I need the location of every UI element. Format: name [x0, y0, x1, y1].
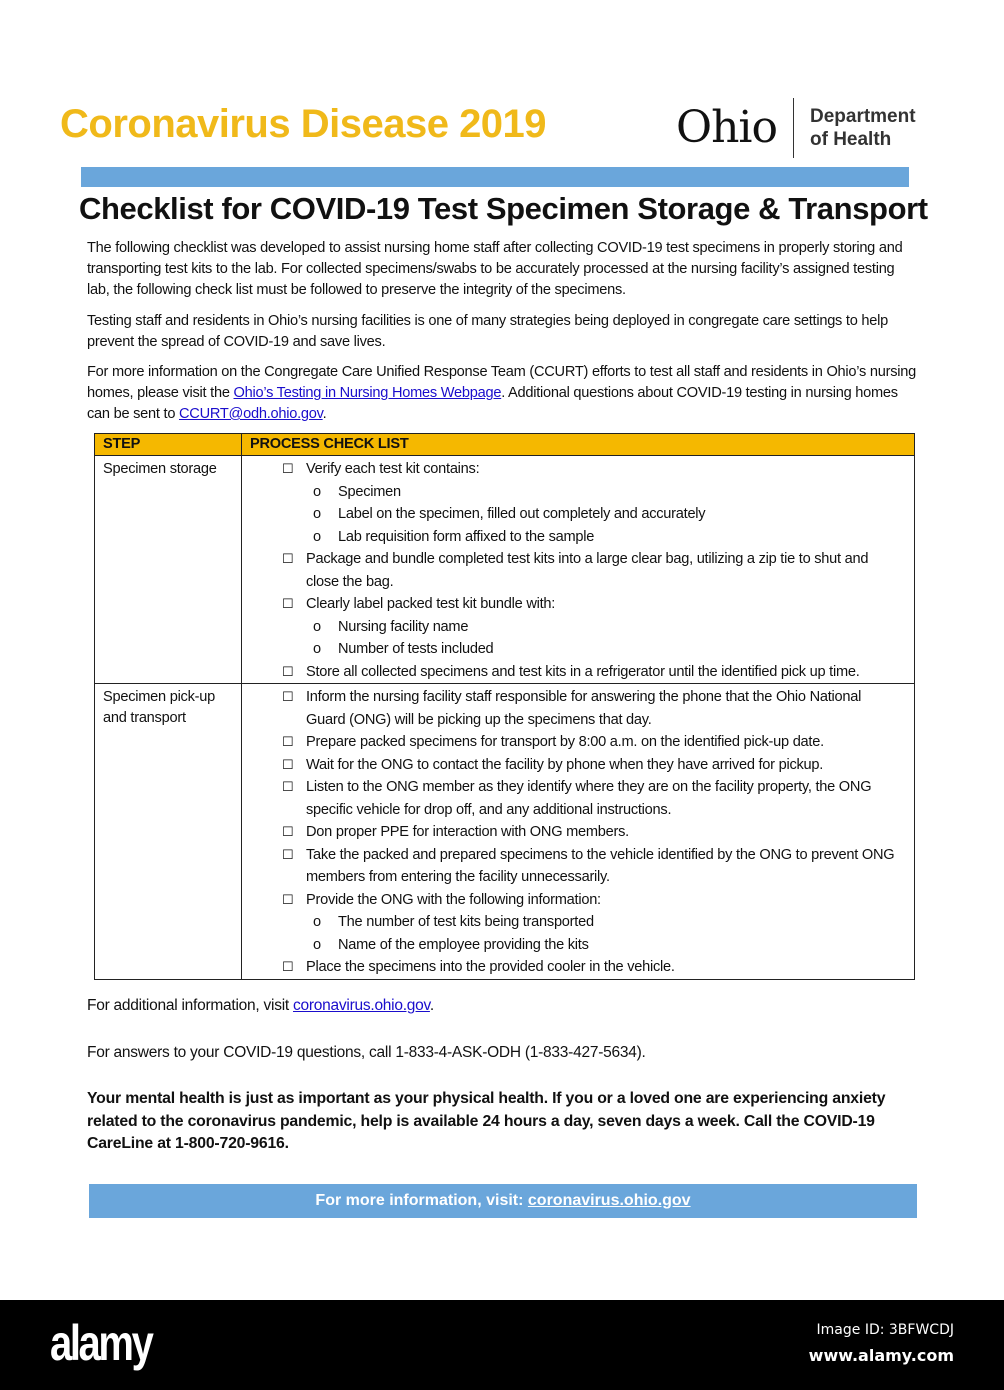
checkbox-icon[interactable]: ☐	[282, 461, 294, 476]
sub-item	[282, 934, 904, 957]
checkbox-icon[interactable]: ☐	[282, 663, 294, 679]
logo-dept-line1: Department	[809, 106, 916, 127]
item-text: Clearly label packed test kit bundle with:	[306, 596, 556, 612]
testing-webpage-link[interactable]: Ohio’s Testing in Nursing Homes Webpage	[233, 385, 502, 401]
p3-text-c: .	[322, 406, 327, 422]
sub-item-text: Specimen	[338, 483, 401, 500]
sub-item	[282, 503, 904, 526]
bullet-icon: o	[313, 618, 321, 635]
item-text: Package and bundle completed test kits into a large clear bag, utilizing a zip tie to shut and close the bag.	[306, 551, 869, 590]
phone-info: For answers to your COVID-19 questions, call 1-833-4-ASK-ODH (1-833-427-5634).	[87, 1044, 646, 1061]
additional-info	[87, 997, 434, 1015]
checklist-item	[282, 844, 904, 889]
sub-item	[282, 616, 904, 639]
logo-dept-line2: of Health	[809, 129, 892, 150]
p3-text-a: For more information on the Congregate Care Unified Response Team (CCURT) efforts to test all staff and residents in Ohio’s nursing homes, please visit the	[87, 364, 916, 401]
item-text: Provide the ONG with the following information:	[306, 891, 601, 908]
sub-item-text: Label on the specimen, filled out completely and accurately	[338, 506, 706, 522]
checklist-item	[282, 754, 904, 777]
item-text: Take the packed and prepared specimens to the vehicle identified by the ONG to prevent ONG members from entering the facility unnecessarily.	[306, 846, 895, 885]
checklist-item	[282, 686, 904, 731]
checklist-item	[282, 593, 904, 616]
checklist-cell	[242, 684, 915, 980]
checkbox-icon[interactable]: ☐	[282, 734, 294, 749]
table-row	[95, 684, 915, 980]
header-title: Coronavirus Disease 2019	[60, 102, 547, 146]
sub-item	[282, 638, 904, 661]
intro-paragraph-2: Testing staff and residents in Ohio’s nursing facilities is one of many strategies being deployed in congregate care settings to help prevent the spread of COVID-19 and save lives.	[87, 313, 888, 350]
banner-link[interactable]: coronavirus.ohio.gov	[527, 1192, 691, 1209]
intro-paragraph-1: The following checklist was developed to assist nursing home staff after collecting COVID-19 test specimens in properly storing and transporting test kits to the lab. For collected specimens/swabs to be accurately processed at the nursing facility’s assigned testing lab, the following check list must be followed to preserve the integrity of the specimens.	[87, 240, 903, 298]
item-text: Verify each test kit contains:	[306, 461, 480, 477]
logo-dept	[810, 105, 916, 151]
checklist-item	[282, 661, 904, 684]
bullet-icon: o	[313, 506, 321, 522]
document-title: Checklist for COVID-19 Test Specimen Storage & Transport	[79, 191, 928, 226]
checkbox-icon[interactable]: ☐	[282, 596, 294, 611]
alamy-url: www.alamy.com	[808, 1346, 954, 1365]
checkbox-icon[interactable]: ☐	[282, 689, 294, 704]
logo-ohio: Ohio	[676, 102, 777, 153]
addl-period: .	[429, 997, 434, 1014]
sub-item	[282, 526, 904, 549]
item-text: Wait for the ONG to contact the facility by phone when they have arrived for pickup.	[306, 756, 824, 773]
item-text: Place the specimens into the provided cooler in the vehicle.	[306, 959, 675, 975]
checkbox-icon[interactable]: ☐	[282, 756, 294, 772]
header-process: PROCESS CHECK LIST	[242, 434, 915, 456]
checkbox-icon[interactable]: ☐	[282, 551, 294, 566]
mental-health-notice: Your mental health is just as important as your physical health. If you or a loved one are experiencing anxiety related to the coronavirus pandemic, help is available 24 hours a day, seven days a week. Call the COVID-19 CareLine at 1-800-720-9616.	[87, 1090, 886, 1152]
checklist-item	[282, 458, 904, 481]
banner-text: For more information, visit:	[315, 1192, 528, 1209]
item-text: Store all collected specimens and test kits in a refrigerator until the identified pick up time.	[306, 663, 860, 680]
watermark-bar	[0, 1300, 1004, 1390]
header-step: STEP	[95, 434, 242, 456]
sub-item-text: Nursing facility name	[338, 618, 469, 635]
logo-divider	[793, 98, 794, 158]
image-id: Image ID: 3BFWCDJ	[816, 1322, 954, 1338]
table-row	[95, 456, 915, 684]
header-bar	[81, 167, 909, 187]
item-text: Listen to the ONG member as they identify where they are on the facility property, the ONG specific vehicle for drop off, and any additional instructions.	[306, 779, 872, 818]
checkbox-icon[interactable]: ☐	[282, 959, 294, 974]
bullet-icon: o	[313, 528, 321, 545]
item-text: Don proper PPE for interaction with ONG members.	[306, 824, 629, 840]
ccurt-email-link[interactable]: CCURT@odh.ohio.gov	[179, 406, 323, 422]
checklist-item	[282, 889, 904, 912]
checkbox-icon[interactable]: ☐	[282, 891, 294, 907]
step-cell: Specimen storage	[95, 456, 242, 684]
item-text: Inform the nursing facility staff responsible for answering the phone that the Ohio National Guard (ONG) will be picking up the specimens that day.	[306, 689, 862, 728]
checklist-item	[282, 731, 904, 754]
checklist-item	[282, 821, 904, 844]
p3-text-b: . Additional questions about COVID-19 testing in nursing homes can be sent to	[87, 385, 898, 422]
bullet-icon: o	[313, 914, 321, 930]
item-text: Prepare packed specimens for transport by 8:00 a.m. on the identified pick-up date.	[306, 734, 824, 750]
bullet-icon: o	[313, 641, 321, 657]
sub-item-text: Lab requisition form affixed to the sample	[338, 528, 595, 545]
bullet-icon: o	[313, 936, 321, 953]
intro-paragraph-3	[87, 362, 917, 425]
coronavirus-link[interactable]: coronavirus.ohio.gov	[293, 997, 430, 1014]
sub-item-text: Number of tests included	[338, 641, 494, 657]
checklist-item	[282, 776, 904, 821]
bullet-icon: o	[313, 483, 321, 500]
footer-banner	[89, 1184, 917, 1218]
sub-item	[282, 911, 904, 934]
checklist-item	[282, 548, 904, 593]
sub-item	[282, 481, 904, 504]
checkbox-icon[interactable]: ☐	[282, 779, 294, 794]
checkbox-icon[interactable]: ☐	[282, 846, 294, 862]
sub-item-text: The number of test kits being transported	[338, 914, 594, 930]
checklist-table	[94, 433, 915, 980]
sub-item-text: Name of the employee providing the kits	[338, 936, 589, 953]
checklist-item	[282, 956, 904, 979]
addl-text: For additional information, visit	[87, 997, 294, 1014]
alamy-logo: alamy	[50, 1315, 152, 1371]
step-cell: Specimen pick-up and transport	[95, 684, 242, 980]
checkbox-icon[interactable]: ☐	[282, 824, 294, 839]
ohio-dept-health-logo	[676, 98, 916, 158]
checklist-cell	[242, 456, 915, 684]
